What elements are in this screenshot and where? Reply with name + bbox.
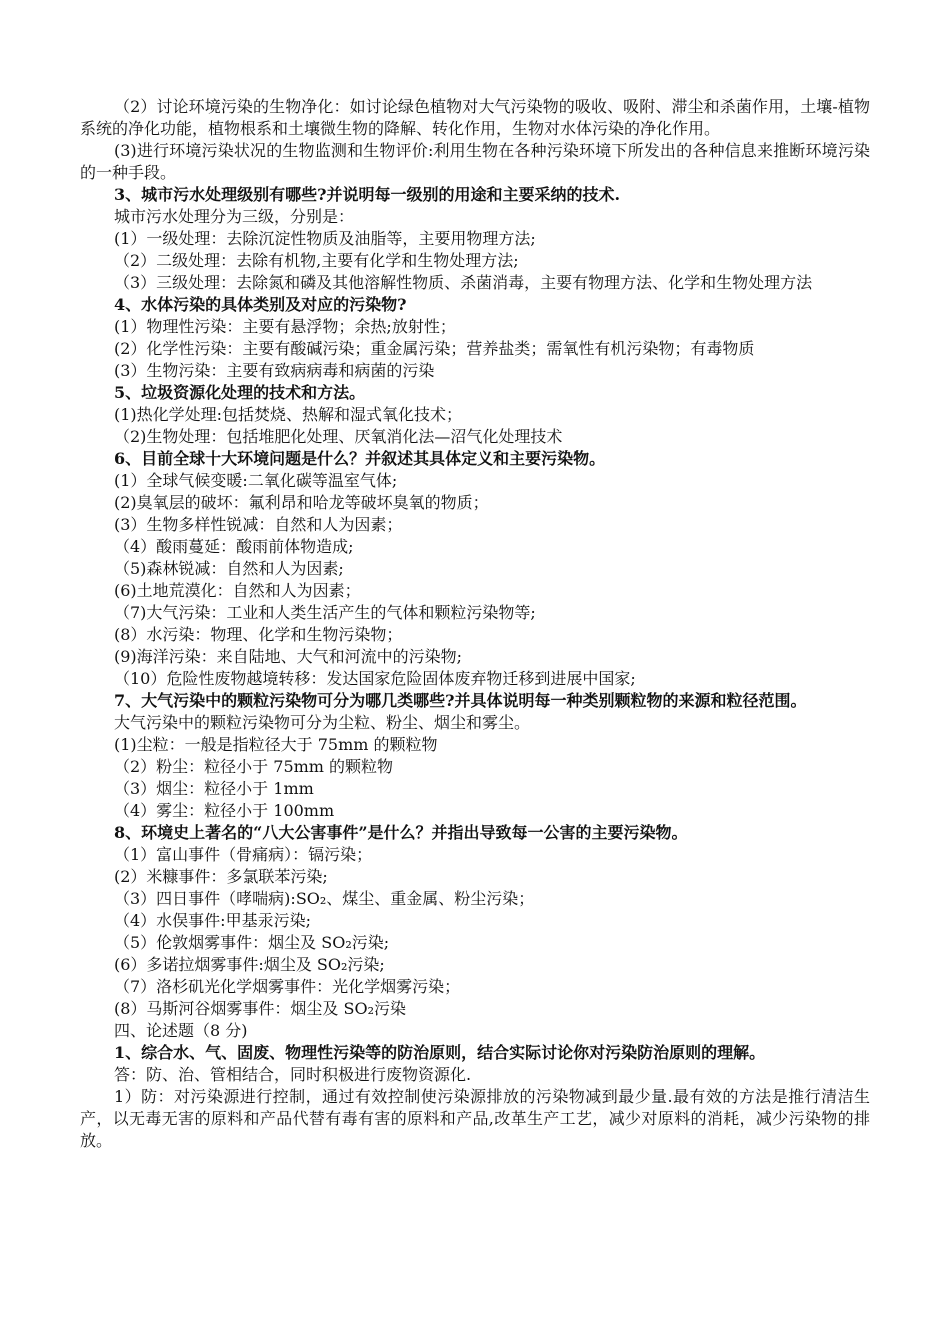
question-heading: 6、目前全球十大环境问题是什么？并叙述其具体定义和主要污染物。 [114,449,606,468]
paragraph: (3）生物多样性锐减：自然和人为因素； [114,515,403,534]
paragraph: (1)尘粒：一般是指粒径大于 75mm 的颗粒物 [114,735,438,754]
paragraph: (3）生物污染：主要有致病病毒和病菌的污染 [114,361,435,380]
paragraph: 四、论述题（8 分) [114,1021,248,1040]
paragraph: (8）马斯河谷烟雾事件：烟尘及 SO₂污染 [114,999,407,1018]
paragraph: （3）三级处理：去除氮和磷及其他溶解性物质、杀菌消毒，主要有物理方法、化学和生物处理方法 [114,273,813,292]
paragraph: 大气污染中的颗粒污染物可分为尘粒、粉尘、烟尘和雾尘。 [114,713,531,732]
paragraph: （2）二级处理：去除有机物,主要有化学和生物处理方法; [114,251,519,270]
paragraph: （4）酸雨蔓延：酸雨前体物造成; [114,537,354,556]
document-page [80,96,870,1152]
paragraph: （7）洛杉矶光化学烟雾事件：光化学烟雾污染； [114,977,461,996]
paragraph: (1）全球气候变暖:二氧化碳等温室气体; [114,471,398,490]
paragraph: (1）一级处理：去除沉淀性物质及油脂等，主要用物理方法; [114,229,536,248]
paragraph: （4）水俣事件:甲基汞污染; [114,911,311,930]
paragraph: （5)森林锐减：自然和人为因素; [114,559,344,578]
paragraph: 1）防：对污染源进行控制，通过有效控制使污染源排放的污染物减到最少量.最有效的方法是推行清洁生产，以无毒无害的原料和产品代替有毒有害的原料和产品,改革生产工艺，减少对原料的消耗，减少污染物的排放。 [80,1087,870,1150]
question-heading: 8、环境史上著名的“八大公害事件”是什么？并指出导致每一公害的主要污染物。 [114,823,688,842]
paragraph: （1）富山事件（骨痛病）：镉污染； [114,845,373,864]
paragraph: (8）水污染：物理、化学和生物污染物； [114,625,403,644]
paragraph: (3)进行环境污染状况的生物监测和生物评价:利用生物在各种污染环境下所发出的各种信息来推断环境污染的一种手段。 [80,141,870,182]
question-heading: 1、综合水、气、固废、物理性污染等的防治原则，结合实际讨论你对污染防治原则的理解。 [114,1043,766,1062]
paragraph: (6)土地荒漠化：自然和人为因素； [114,581,361,600]
paragraph: （3）四日事件（哮喘病):SO₂、煤尘、重金属、粉尘污染； [114,889,535,908]
question-heading: 3、城市污水处理级别有哪些?并说明每一级别的用途和主要采纳的技术. [114,185,621,204]
paragraph: (2）米糠事件：多氯联苯污染; [114,867,328,886]
question-heading: 7、大气污染中的颗粒污染物可分为哪几类哪些?并具体说明每一种类别颗粒物的来源和粒径范围。 [114,691,807,710]
question-heading: 4、水体污染的具体类别及对应的污染物? [114,295,407,314]
paragraph: （2）讨论环境污染的生物净化：如讨论绿色植物对大气污染物的吸收、吸附、滞尘和杀菌作用，土壤-植物系统的净化功能，植物根系和土壤微生物的降解、转化作用，生物对水体污染的净化作用。 [80,97,870,138]
paragraph: 答：防、治、管相结合，同时积极进行废物资源化. [114,1065,472,1084]
paragraph: （10）危险性废物越境转移：发达国家危险固体废弃物迁移到进展中国家; [114,669,636,688]
paragraph: (9)海洋污染：来自陆地、大气和河流中的污染物; [114,647,463,666]
paragraph: (2）化学性污染：主要有酸碱污染；重金属污染；营养盐类；需氧性有机污染物；有毒物质 [114,339,755,358]
paragraph: （2）粉尘：粒径小于 75mm 的颗粒物 [114,757,394,776]
paragraph: 城市污水处理分为三级，分别是： [114,207,355,226]
paragraph: （7)大气污染：工业和人类生活产生的气体和颗粒污染物等; [114,603,536,622]
paragraph: （2)生物处理：包括堆肥化处理、厌氧消化法—沼气化处理技术 [114,427,563,446]
question-heading: 5、垃圾资源化处理的技术和方法。 [114,383,366,402]
paragraph: (1)热化学处理:包括焚烧、热解和湿式氧化技术； [114,405,463,424]
paragraph: （5）伦敦烟雾事件：烟尘及 SO₂污染; [114,933,390,952]
paragraph: （3）烟尘：粒径小于 1mm [114,779,314,798]
paragraph: (1）物理性污染：主要有悬浮物；余热;放射性； [114,317,456,336]
paragraph: (2)臭氧层的破坏：氟利昂和哈龙等破坏臭氧的物质； [114,493,489,512]
paragraph: （4）雾尘：粒径小于 100mm [114,801,335,820]
paragraph: (6）多诺拉烟雾事件:烟尘及 SO₂污染; [114,955,385,974]
